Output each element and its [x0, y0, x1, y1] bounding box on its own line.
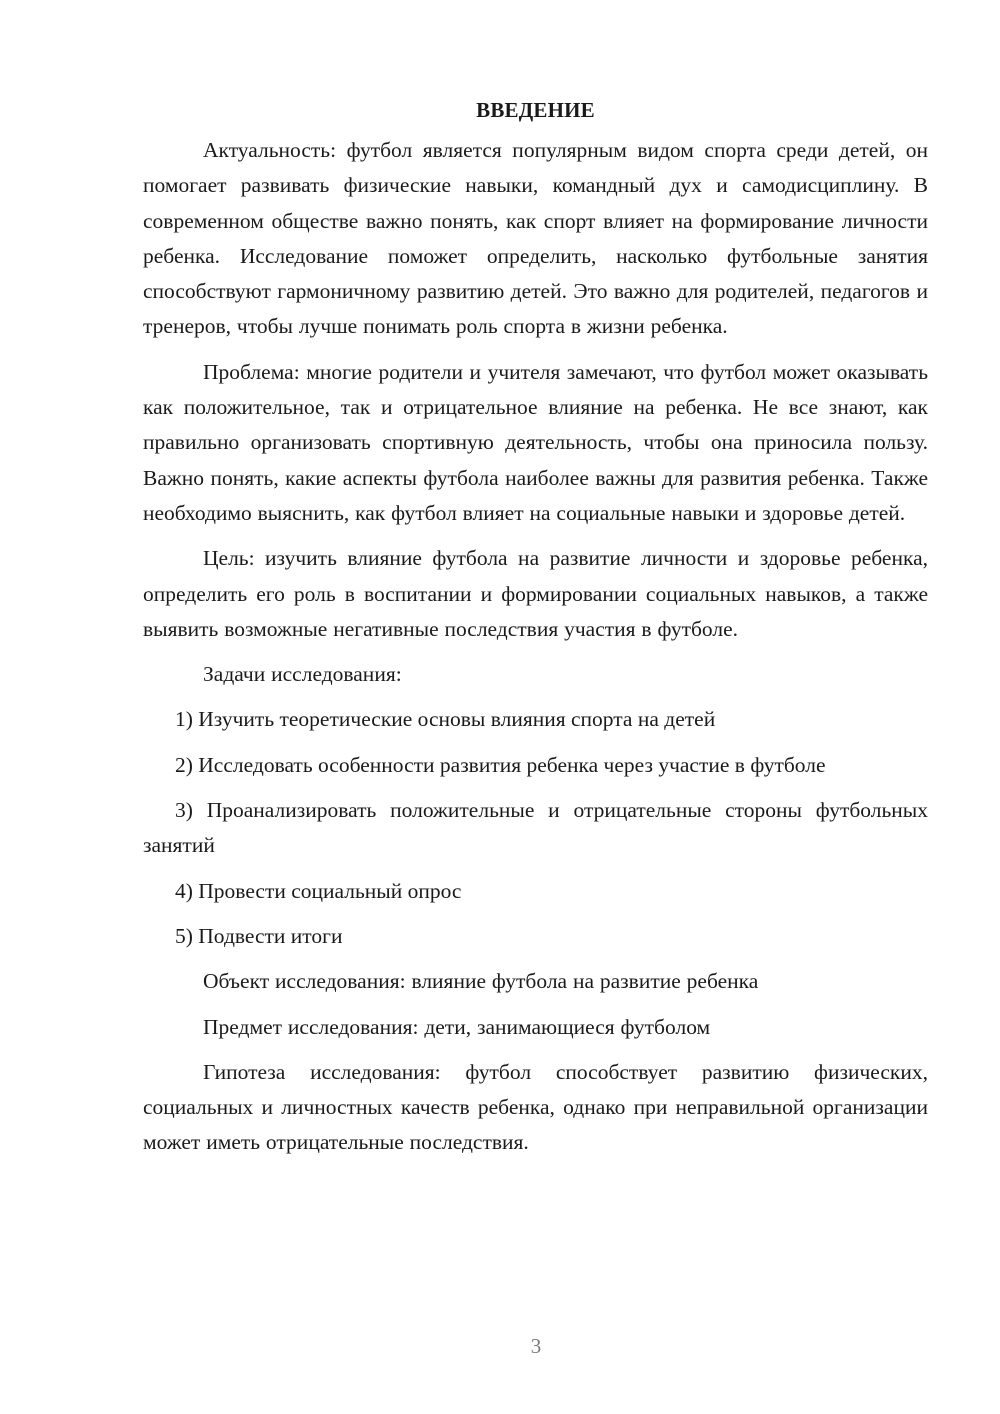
task-list — [143, 702, 928, 954]
paragraph-subject: Предмет исследования: дети, занимающиеся футболом — [203, 1014, 711, 1039]
task-item-2: 2) Исследовать особенности развития ребенка через участие в футболе — [175, 752, 826, 777]
task-item-3: 3) Проанализировать положительные и отрицательные стороны футбольных занятий — [143, 798, 928, 858]
task-item-4: 4) Провести социальный опрос — [175, 878, 462, 903]
task-item-5: 5) Подвести итоги — [175, 923, 343, 948]
section-heading: ВВЕДЕНИЕ — [476, 98, 595, 122]
task-item-1: 1) Изучить теоретические основы влияния спорта на детей — [175, 707, 716, 732]
paragraph-object: Объект исследования: влияние футбола на развитие ребенка — [203, 969, 759, 994]
paragraph-goal: Цель: изучить влияние футбола на развитие личности и здоровье ребенка, определить его роль в воспитании и формировании социальных навыков, а также выявить возможные негативные последствия участия в футболе. — [143, 546, 928, 641]
tasks-title: Задачи исследования: — [203, 662, 402, 687]
paragraph-relevance: Актуальность: футбол является популярным видом спорта среди детей, он помогает развивать физические навыки, командный дух и самодисциплину. В современном обществе важно понять, как спорт влияет на формирование личности ребенка. Исследование поможет определить, насколько футбольные занятия способствуют гармоничному развитию детей. Это важно для родителей, педагогов и тренеров, чтобы лучше понимать роль спорта в жизни ребенка. — [143, 138, 928, 339]
document-page — [143, 95, 928, 1171]
page-number: 3 — [530, 1334, 542, 1358]
paragraph-problem: Проблема: многие родители и учителя замечают, что футбол может оказывать как положительное, так и отрицательное влияние на ребенка. Не все знают, как правильно организовать спортивную деятельность, чтобы она приносила пользу. Важно понять, какие аспекты футбола наиболее важны для развития ребенка. Также необходимо выяснить, как футбол влияет на социальные навыки и здоровье детей. — [143, 359, 928, 525]
paragraph-hypothesis: Гипотеза исследования: футбол способствует развитию физических, социальных и личностных качеств ребенка, однако при неправильной организации может иметь отрицательные последствия. — [143, 1059, 928, 1155]
